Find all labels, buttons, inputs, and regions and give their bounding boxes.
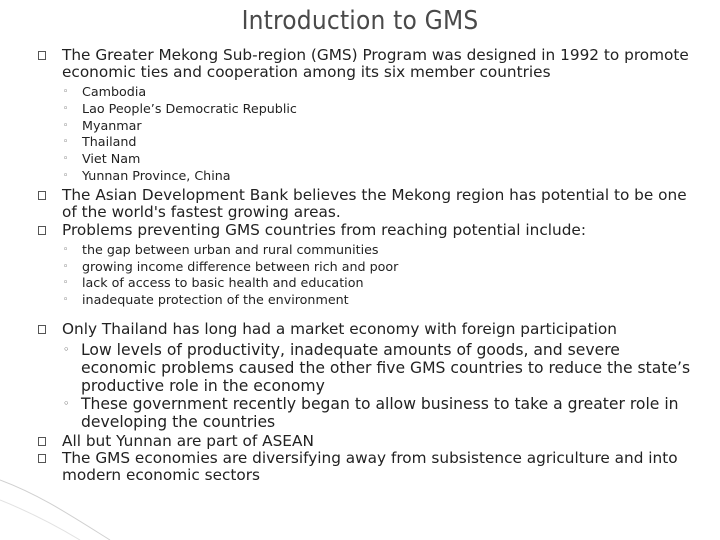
circle-bullet-icon: ◦ <box>63 295 69 306</box>
sub-item <box>62 275 698 292</box>
circle-bullet-icon: ◦ <box>63 244 69 255</box>
sub-item <box>62 134 698 151</box>
circle-bullet-icon: ◦ <box>63 396 70 410</box>
bullet-item <box>38 47 698 81</box>
sub-item-text: Yunnan Province, China <box>82 167 231 183</box>
sub-item <box>62 168 698 185</box>
sub-item <box>62 118 698 135</box>
bullet-text: All but Yunnan are part of ASEAN <box>62 431 314 450</box>
circle-bullet-icon: ◦ <box>63 103 69 114</box>
square-bullet-icon <box>38 191 46 200</box>
circle-bullet-icon: ◦ <box>63 154 69 165</box>
sub-item-text: Myanmar <box>82 117 142 133</box>
bullet-text: The Greater Mekong Sub-region (GMS) Program was designed in 1992 to promote economic ties and cooperation among its six member countries <box>62 46 689 81</box>
sub-item <box>62 341 698 395</box>
sub-item-text: Lao People’s Democratic Republic <box>82 100 297 116</box>
bullet-item <box>38 187 698 221</box>
sub-item-text: Viet Nam <box>82 151 141 167</box>
sub-item-text: inadequate protection of the environment <box>82 292 349 308</box>
sub-item-text: the gap between urban and rural communities <box>82 241 379 257</box>
circle-bullet-icon: ◦ <box>63 342 70 356</box>
sub-list <box>38 242 698 309</box>
sub-list <box>38 84 698 185</box>
sub-item <box>62 151 698 168</box>
bullet-text: The GMS economies are diversifying away from subsistence agriculture and into modern economic sectors <box>62 448 678 484</box>
sub-item-text: Low levels of productivity, inadequate amounts of goods, and severe economic problems caused the other five GMS countries to reduce the state’s productive role in the economy <box>81 340 691 395</box>
sub-item-text: lack of access to basic health and education <box>82 275 364 291</box>
bullet-text: The Asian Development Bank believes the Mekong region has potential to be one of the world's fastest growing areas. <box>62 185 687 221</box>
square-bullet-icon <box>38 325 46 334</box>
square-bullet-icon <box>38 51 46 60</box>
sub-item-text: growing income difference between rich and poor <box>82 258 399 274</box>
slide-body <box>38 47 698 484</box>
circle-bullet-icon: ◦ <box>63 87 69 97</box>
sub-list <box>38 341 698 431</box>
circle-bullet-icon: ◦ <box>63 170 69 181</box>
sub-item <box>62 292 698 309</box>
bullet-text: Only Thailand has long had a market economy with foreign participation <box>62 319 617 338</box>
circle-bullet-icon: ◦ <box>63 120 69 131</box>
bullet-item <box>38 321 698 338</box>
square-bullet-icon <box>38 226 46 235</box>
sub-item <box>62 242 698 259</box>
circle-bullet-icon: ◦ <box>63 137 69 148</box>
sub-item-text: Thailand <box>82 134 137 150</box>
bullet-item <box>38 222 698 239</box>
sub-item <box>62 259 698 276</box>
circle-bullet-icon: ◦ <box>63 261 69 272</box>
sub-item <box>62 395 698 431</box>
sub-item-text: Cambodia <box>82 84 147 99</box>
sub-item <box>62 84 698 101</box>
decorative-swoosh <box>0 440 150 540</box>
circle-bullet-icon: ◦ <box>63 278 69 289</box>
sub-item-text: These government recently began to allow business to take a greater role in developing the countries <box>81 394 679 431</box>
sub-item <box>62 101 698 118</box>
bullet-text: Problems preventing GMS countries from reaching potential include: <box>62 220 586 239</box>
slide-title: Introduction to GMS <box>241 6 479 36</box>
